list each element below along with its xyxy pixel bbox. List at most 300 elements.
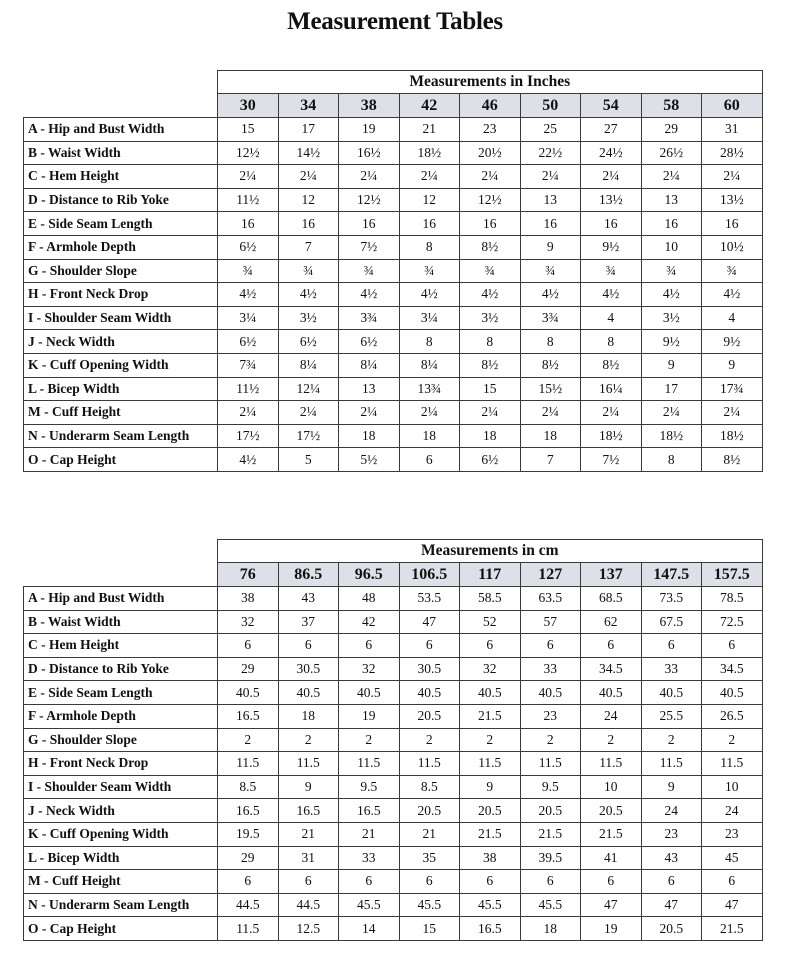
value-cell: 19.5 (218, 822, 279, 846)
value-cell: 6 (218, 634, 279, 658)
table-row (24, 283, 763, 307)
value-cell: 4½ (702, 283, 763, 307)
value-cell: 6 (278, 870, 339, 894)
value-cell: 8¼ (399, 353, 460, 377)
value-cell: 2 (278, 728, 339, 752)
row-label: H - Front Neck Drop (24, 752, 218, 776)
value-cell: 35 (399, 846, 460, 870)
row-label: L - Bicep Width (24, 377, 218, 401)
size-header: 34 (278, 94, 339, 118)
table-row (24, 118, 763, 142)
value-cell: 11½ (218, 188, 279, 212)
value-cell: 34.5 (581, 657, 642, 681)
value-cell: 45.5 (460, 893, 521, 917)
value-cell: 9 (520, 235, 581, 259)
value-cell: 8½ (581, 353, 642, 377)
value-cell: 12.5 (278, 917, 339, 941)
value-cell: 24½ (581, 141, 642, 165)
value-cell: 12½ (218, 141, 279, 165)
value-cell: 47 (702, 893, 763, 917)
value-cell: 6½ (460, 448, 521, 472)
table-row (24, 377, 763, 401)
value-cell: 6 (581, 870, 642, 894)
value-cell: 2¼ (702, 165, 763, 189)
value-cell: 16.5 (218, 799, 279, 823)
value-cell: 8¼ (339, 353, 400, 377)
value-cell: 23 (460, 118, 521, 142)
value-cell: 29 (641, 118, 702, 142)
value-cell: 2¼ (581, 401, 642, 425)
table-row (24, 634, 763, 658)
value-cell: 8 (399, 330, 460, 354)
value-cell: 33 (641, 657, 702, 681)
table-row (24, 870, 763, 894)
blank-cell (24, 94, 218, 118)
value-cell: 2¼ (339, 165, 400, 189)
table-caption-row (24, 71, 763, 94)
value-cell: 16 (520, 212, 581, 236)
size-header: 96.5 (339, 563, 400, 587)
value-cell: 4½ (460, 283, 521, 307)
value-cell: 18½ (399, 141, 460, 165)
value-cell: 19 (581, 917, 642, 941)
table-row (24, 587, 763, 611)
value-cell: 9½ (702, 330, 763, 354)
value-cell: 16½ (339, 141, 400, 165)
value-cell: 17¾ (702, 377, 763, 401)
table-row (24, 752, 763, 776)
value-cell: 23 (641, 822, 702, 846)
value-cell: 40.5 (520, 681, 581, 705)
table-row (24, 893, 763, 917)
value-cell: 17½ (218, 424, 279, 448)
value-cell: 20.5 (520, 799, 581, 823)
row-label: L - Bicep Width (24, 846, 218, 870)
size-header: 60 (702, 94, 763, 118)
value-cell: 2 (339, 728, 400, 752)
size-header: 147.5 (641, 563, 702, 587)
value-cell: 33 (339, 846, 400, 870)
value-cell: 13 (641, 188, 702, 212)
value-cell: 20.5 (399, 799, 460, 823)
table-row (24, 212, 763, 236)
value-cell: 4 (581, 306, 642, 330)
value-cell: 45 (702, 846, 763, 870)
table-row (24, 704, 763, 728)
row-label: D - Distance to Rib Yoke (24, 657, 218, 681)
value-cell: 40.5 (581, 681, 642, 705)
value-cell: 4½ (218, 283, 279, 307)
table-row (24, 188, 763, 212)
size-header: 46 (460, 94, 521, 118)
value-cell: 3¼ (399, 306, 460, 330)
value-cell: 38 (460, 846, 521, 870)
size-header-row (24, 94, 763, 118)
row-label: G - Shoulder Slope (24, 259, 218, 283)
measurement-table-inches (23, 70, 763, 472)
value-cell: 21 (399, 118, 460, 142)
value-cell: 3½ (641, 306, 702, 330)
value-cell: 21.5 (460, 704, 521, 728)
value-cell: 47 (581, 893, 642, 917)
value-cell: 2 (399, 728, 460, 752)
value-cell: 3½ (278, 306, 339, 330)
value-cell: 4½ (339, 283, 400, 307)
value-cell: ¾ (460, 259, 521, 283)
value-cell: ¾ (641, 259, 702, 283)
value-cell: 8 (581, 330, 642, 354)
value-cell: 9.5 (339, 775, 400, 799)
value-cell: 8 (460, 330, 521, 354)
value-cell: 5 (278, 448, 339, 472)
row-label: C - Hem Height (24, 165, 218, 189)
value-cell: 28½ (702, 141, 763, 165)
table-row (24, 799, 763, 823)
value-cell: 8½ (520, 353, 581, 377)
value-cell: 43 (641, 846, 702, 870)
value-cell: 9 (460, 775, 521, 799)
value-cell: 33 (520, 657, 581, 681)
value-cell: 19 (339, 118, 400, 142)
value-cell: 6 (460, 870, 521, 894)
size-header: 38 (339, 94, 400, 118)
row-label: O - Cap Height (24, 448, 218, 472)
value-cell: 17 (641, 377, 702, 401)
value-cell: 3½ (460, 306, 521, 330)
value-cell: 2 (641, 728, 702, 752)
value-cell: 16.5 (278, 799, 339, 823)
value-cell: 16 (641, 212, 702, 236)
row-label: M - Cuff Height (24, 870, 218, 894)
value-cell: 43 (278, 587, 339, 611)
value-cell: 18 (399, 424, 460, 448)
value-cell: 42 (339, 610, 400, 634)
value-cell: 32 (218, 610, 279, 634)
value-cell: 16.5 (460, 917, 521, 941)
value-cell: 6 (702, 634, 763, 658)
value-cell: 2¼ (278, 165, 339, 189)
row-label: H - Front Neck Drop (24, 283, 218, 307)
value-cell: 16 (218, 212, 279, 236)
value-cell: 20.5 (460, 799, 521, 823)
value-cell: 2¼ (520, 165, 581, 189)
value-cell: 31 (278, 846, 339, 870)
row-label: I - Shoulder Seam Width (24, 306, 218, 330)
value-cell: 6 (278, 634, 339, 658)
size-header: 30 (218, 94, 279, 118)
value-cell: 24 (641, 799, 702, 823)
value-cell: 9 (641, 775, 702, 799)
value-cell: 7 (278, 235, 339, 259)
row-label: N - Underarm Seam Length (24, 424, 218, 448)
value-cell: 41 (581, 846, 642, 870)
value-cell: 5½ (339, 448, 400, 472)
value-cell: 21 (339, 822, 400, 846)
value-cell: 18 (520, 917, 581, 941)
value-cell: 21.5 (520, 822, 581, 846)
value-cell: 40.5 (460, 681, 521, 705)
value-cell: 4½ (278, 283, 339, 307)
value-cell: 2¼ (702, 401, 763, 425)
value-cell: 45.5 (520, 893, 581, 917)
table-row (24, 728, 763, 752)
value-cell: 6 (641, 634, 702, 658)
value-cell: 20½ (460, 141, 521, 165)
size-header: 137 (581, 563, 642, 587)
value-cell: 11.5 (460, 752, 521, 776)
value-cell: 20.5 (641, 917, 702, 941)
value-cell: 4½ (520, 283, 581, 307)
size-header: 106.5 (399, 563, 460, 587)
value-cell: 6 (339, 634, 400, 658)
value-cell: 11.5 (702, 752, 763, 776)
value-cell: 4½ (581, 283, 642, 307)
value-cell: 6 (399, 634, 460, 658)
measurement-table-cm (23, 539, 763, 941)
value-cell: 4½ (399, 283, 460, 307)
value-cell: 18 (278, 704, 339, 728)
value-cell: ¾ (278, 259, 339, 283)
row-label: F - Armhole Depth (24, 704, 218, 728)
value-cell: 7¾ (218, 353, 279, 377)
value-cell: 2¼ (460, 401, 521, 425)
value-cell: 9 (702, 353, 763, 377)
value-cell: 8 (520, 330, 581, 354)
row-label: F - Armhole Depth (24, 235, 218, 259)
value-cell: 21 (278, 822, 339, 846)
row-label: K - Cuff Opening Width (24, 822, 218, 846)
row-label: J - Neck Width (24, 799, 218, 823)
size-header: 76 (218, 563, 279, 587)
value-cell: 32 (339, 657, 400, 681)
size-header: 42 (399, 94, 460, 118)
value-cell: 16 (460, 212, 521, 236)
value-cell: 16¼ (581, 377, 642, 401)
value-cell: 16.5 (218, 704, 279, 728)
value-cell: 18½ (581, 424, 642, 448)
value-cell: 16.5 (339, 799, 400, 823)
value-cell: 8.5 (399, 775, 460, 799)
value-cell: 38 (218, 587, 279, 611)
row-label: K - Cuff Opening Width (24, 353, 218, 377)
value-cell: 32 (460, 657, 521, 681)
value-cell: 63.5 (520, 587, 581, 611)
value-cell: 8¼ (278, 353, 339, 377)
value-cell: 20.5 (399, 704, 460, 728)
table-row (24, 610, 763, 634)
value-cell: 11.5 (218, 917, 279, 941)
value-cell: 19 (339, 704, 400, 728)
value-cell: 6½ (218, 235, 279, 259)
row-label: E - Side Seam Length (24, 681, 218, 705)
value-cell: 21.5 (581, 822, 642, 846)
value-cell: 44.5 (278, 893, 339, 917)
value-cell: 29 (218, 846, 279, 870)
value-cell: 2¼ (278, 401, 339, 425)
row-label: N - Underarm Seam Length (24, 893, 218, 917)
table-row (24, 657, 763, 681)
table-caption: Measurements in cm (218, 540, 763, 563)
value-cell: ¾ (218, 259, 279, 283)
value-cell: 4½ (218, 448, 279, 472)
value-cell: 8.5 (218, 775, 279, 799)
row-label: G - Shoulder Slope (24, 728, 218, 752)
value-cell: 11.5 (218, 752, 279, 776)
row-label: A - Hip and Bust Width (24, 118, 218, 142)
value-cell: 4 (702, 306, 763, 330)
size-header: 127 (520, 563, 581, 587)
value-cell: 10½ (702, 235, 763, 259)
value-cell: 13½ (581, 188, 642, 212)
size-header-row (24, 563, 763, 587)
value-cell: ¾ (399, 259, 460, 283)
value-cell: 2¼ (399, 401, 460, 425)
table-row (24, 165, 763, 189)
blank-cell (24, 563, 218, 587)
value-cell: 2¼ (641, 165, 702, 189)
value-cell: 40.5 (702, 681, 763, 705)
value-cell: 2¼ (218, 401, 279, 425)
value-cell: 2 (460, 728, 521, 752)
value-cell: 8½ (460, 235, 521, 259)
value-cell: 18 (460, 424, 521, 448)
value-cell: 8 (399, 235, 460, 259)
value-cell: 7½ (581, 448, 642, 472)
value-cell: 34.5 (702, 657, 763, 681)
table-row (24, 259, 763, 283)
value-cell: ¾ (702, 259, 763, 283)
value-cell: 13½ (702, 188, 763, 212)
value-cell: 24 (581, 704, 642, 728)
table-row (24, 822, 763, 846)
table-row (24, 401, 763, 425)
value-cell: 40.5 (278, 681, 339, 705)
value-cell: 2¼ (460, 165, 521, 189)
value-cell: 17½ (278, 424, 339, 448)
value-cell: 9.5 (520, 775, 581, 799)
value-cell: 26.5 (702, 704, 763, 728)
row-label: J - Neck Width (24, 330, 218, 354)
size-header: 157.5 (702, 563, 763, 587)
row-label: C - Hem Height (24, 634, 218, 658)
value-cell: 2¼ (339, 401, 400, 425)
value-cell: 8 (641, 448, 702, 472)
value-cell: 2¼ (581, 165, 642, 189)
value-cell: 40.5 (339, 681, 400, 705)
value-cell: 13 (339, 377, 400, 401)
value-cell: 11.5 (641, 752, 702, 776)
value-cell: 16 (702, 212, 763, 236)
table-row (24, 424, 763, 448)
value-cell: 6 (520, 634, 581, 658)
value-cell: 10 (581, 775, 642, 799)
value-cell: 16 (581, 212, 642, 236)
table-caption: Measurements in Inches (218, 71, 763, 94)
value-cell: 72.5 (702, 610, 763, 634)
table-row (24, 330, 763, 354)
value-cell: 10 (641, 235, 702, 259)
value-cell: 62 (581, 610, 642, 634)
value-cell: 37 (278, 610, 339, 634)
value-cell: 4½ (641, 283, 702, 307)
value-cell: 2 (581, 728, 642, 752)
value-cell: 11.5 (581, 752, 642, 776)
value-cell: 25.5 (641, 704, 702, 728)
value-cell: 3¾ (339, 306, 400, 330)
value-cell: 40.5 (641, 681, 702, 705)
table-row (24, 846, 763, 870)
value-cell: 29 (218, 657, 279, 681)
row-label: O - Cap Height (24, 917, 218, 941)
value-cell: 16 (399, 212, 460, 236)
value-cell: 11.5 (278, 752, 339, 776)
value-cell: 45.5 (399, 893, 460, 917)
value-cell: 25 (520, 118, 581, 142)
value-cell: 27 (581, 118, 642, 142)
value-cell: 53.5 (399, 587, 460, 611)
value-cell: 12½ (339, 188, 400, 212)
value-cell: 18 (520, 424, 581, 448)
value-cell: 15½ (520, 377, 581, 401)
value-cell: 52 (460, 610, 521, 634)
table-row (24, 235, 763, 259)
value-cell: 40.5 (399, 681, 460, 705)
value-cell: 6 (702, 870, 763, 894)
row-label: D - Distance to Rib Yoke (24, 188, 218, 212)
value-cell: 6½ (218, 330, 279, 354)
value-cell: 2 (520, 728, 581, 752)
table-row (24, 775, 763, 799)
table-caption-row (24, 540, 763, 563)
value-cell: 18½ (641, 424, 702, 448)
value-cell: 15 (218, 118, 279, 142)
value-cell: 14 (339, 917, 400, 941)
value-cell: 2¼ (520, 401, 581, 425)
value-cell: 23 (702, 822, 763, 846)
value-cell: 10 (702, 775, 763, 799)
value-cell: 6 (581, 634, 642, 658)
value-cell: 3¼ (218, 306, 279, 330)
value-cell: ¾ (520, 259, 581, 283)
value-cell: 6 (520, 870, 581, 894)
row-label: M - Cuff Height (24, 401, 218, 425)
value-cell: 13¾ (399, 377, 460, 401)
value-cell: 12¼ (278, 377, 339, 401)
size-header: 54 (581, 94, 642, 118)
row-label: A - Hip and Bust Width (24, 587, 218, 611)
value-cell: 12 (399, 188, 460, 212)
value-cell: 45.5 (339, 893, 400, 917)
table-row (24, 353, 763, 377)
value-cell: 7 (520, 448, 581, 472)
value-cell: 18 (339, 424, 400, 448)
value-cell: 6 (460, 634, 521, 658)
value-cell: 31 (702, 118, 763, 142)
value-cell: 12 (278, 188, 339, 212)
value-cell: 16 (278, 212, 339, 236)
page-title: Measurement Tables (287, 8, 503, 35)
value-cell: 11.5 (520, 752, 581, 776)
size-header: 117 (460, 563, 521, 587)
value-cell: ¾ (339, 259, 400, 283)
value-cell: 67.5 (641, 610, 702, 634)
value-cell: 68.5 (581, 587, 642, 611)
row-label: E - Side Seam Length (24, 212, 218, 236)
value-cell: 44.5 (218, 893, 279, 917)
value-cell: 26½ (641, 141, 702, 165)
value-cell: 11.5 (339, 752, 400, 776)
value-cell: 2 (702, 728, 763, 752)
